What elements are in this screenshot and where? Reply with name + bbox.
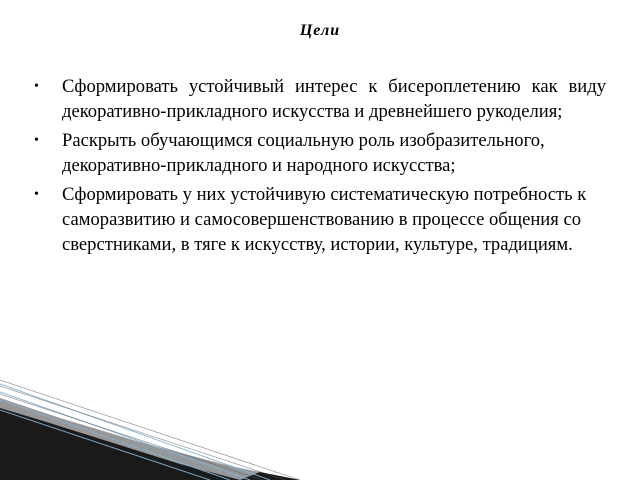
goal-item-1 <box>34 74 606 124</box>
bullet-dot-icon: • <box>34 79 39 94</box>
goals-list <box>34 74 606 261</box>
bullet-dot-icon: • <box>34 187 39 202</box>
goal-item-3 <box>34 182 606 257</box>
goal-text-2: Раскрыть обучающимся социальную роль изобразительного, декоративно-прикладного и народного искусства; <box>62 130 545 176</box>
corner-decoration <box>0 380 640 480</box>
goal-text-1: Сформировать устойчивый интерес к бисероплетению как виду декоративно-прикладного искусства и древнейшего рукоделия; <box>62 76 606 122</box>
bullet-dot-icon: • <box>34 133 39 148</box>
slide-title: Цели <box>299 22 341 39</box>
goal-item-2 <box>34 128 606 178</box>
goal-text-3: Сформировать у них устойчивую систематическую потребность к саморазвитию и самосовершенствованию в процессе общения со сверстниками, в тяге к искусству, истории, культуре, традициям. <box>62 184 587 255</box>
